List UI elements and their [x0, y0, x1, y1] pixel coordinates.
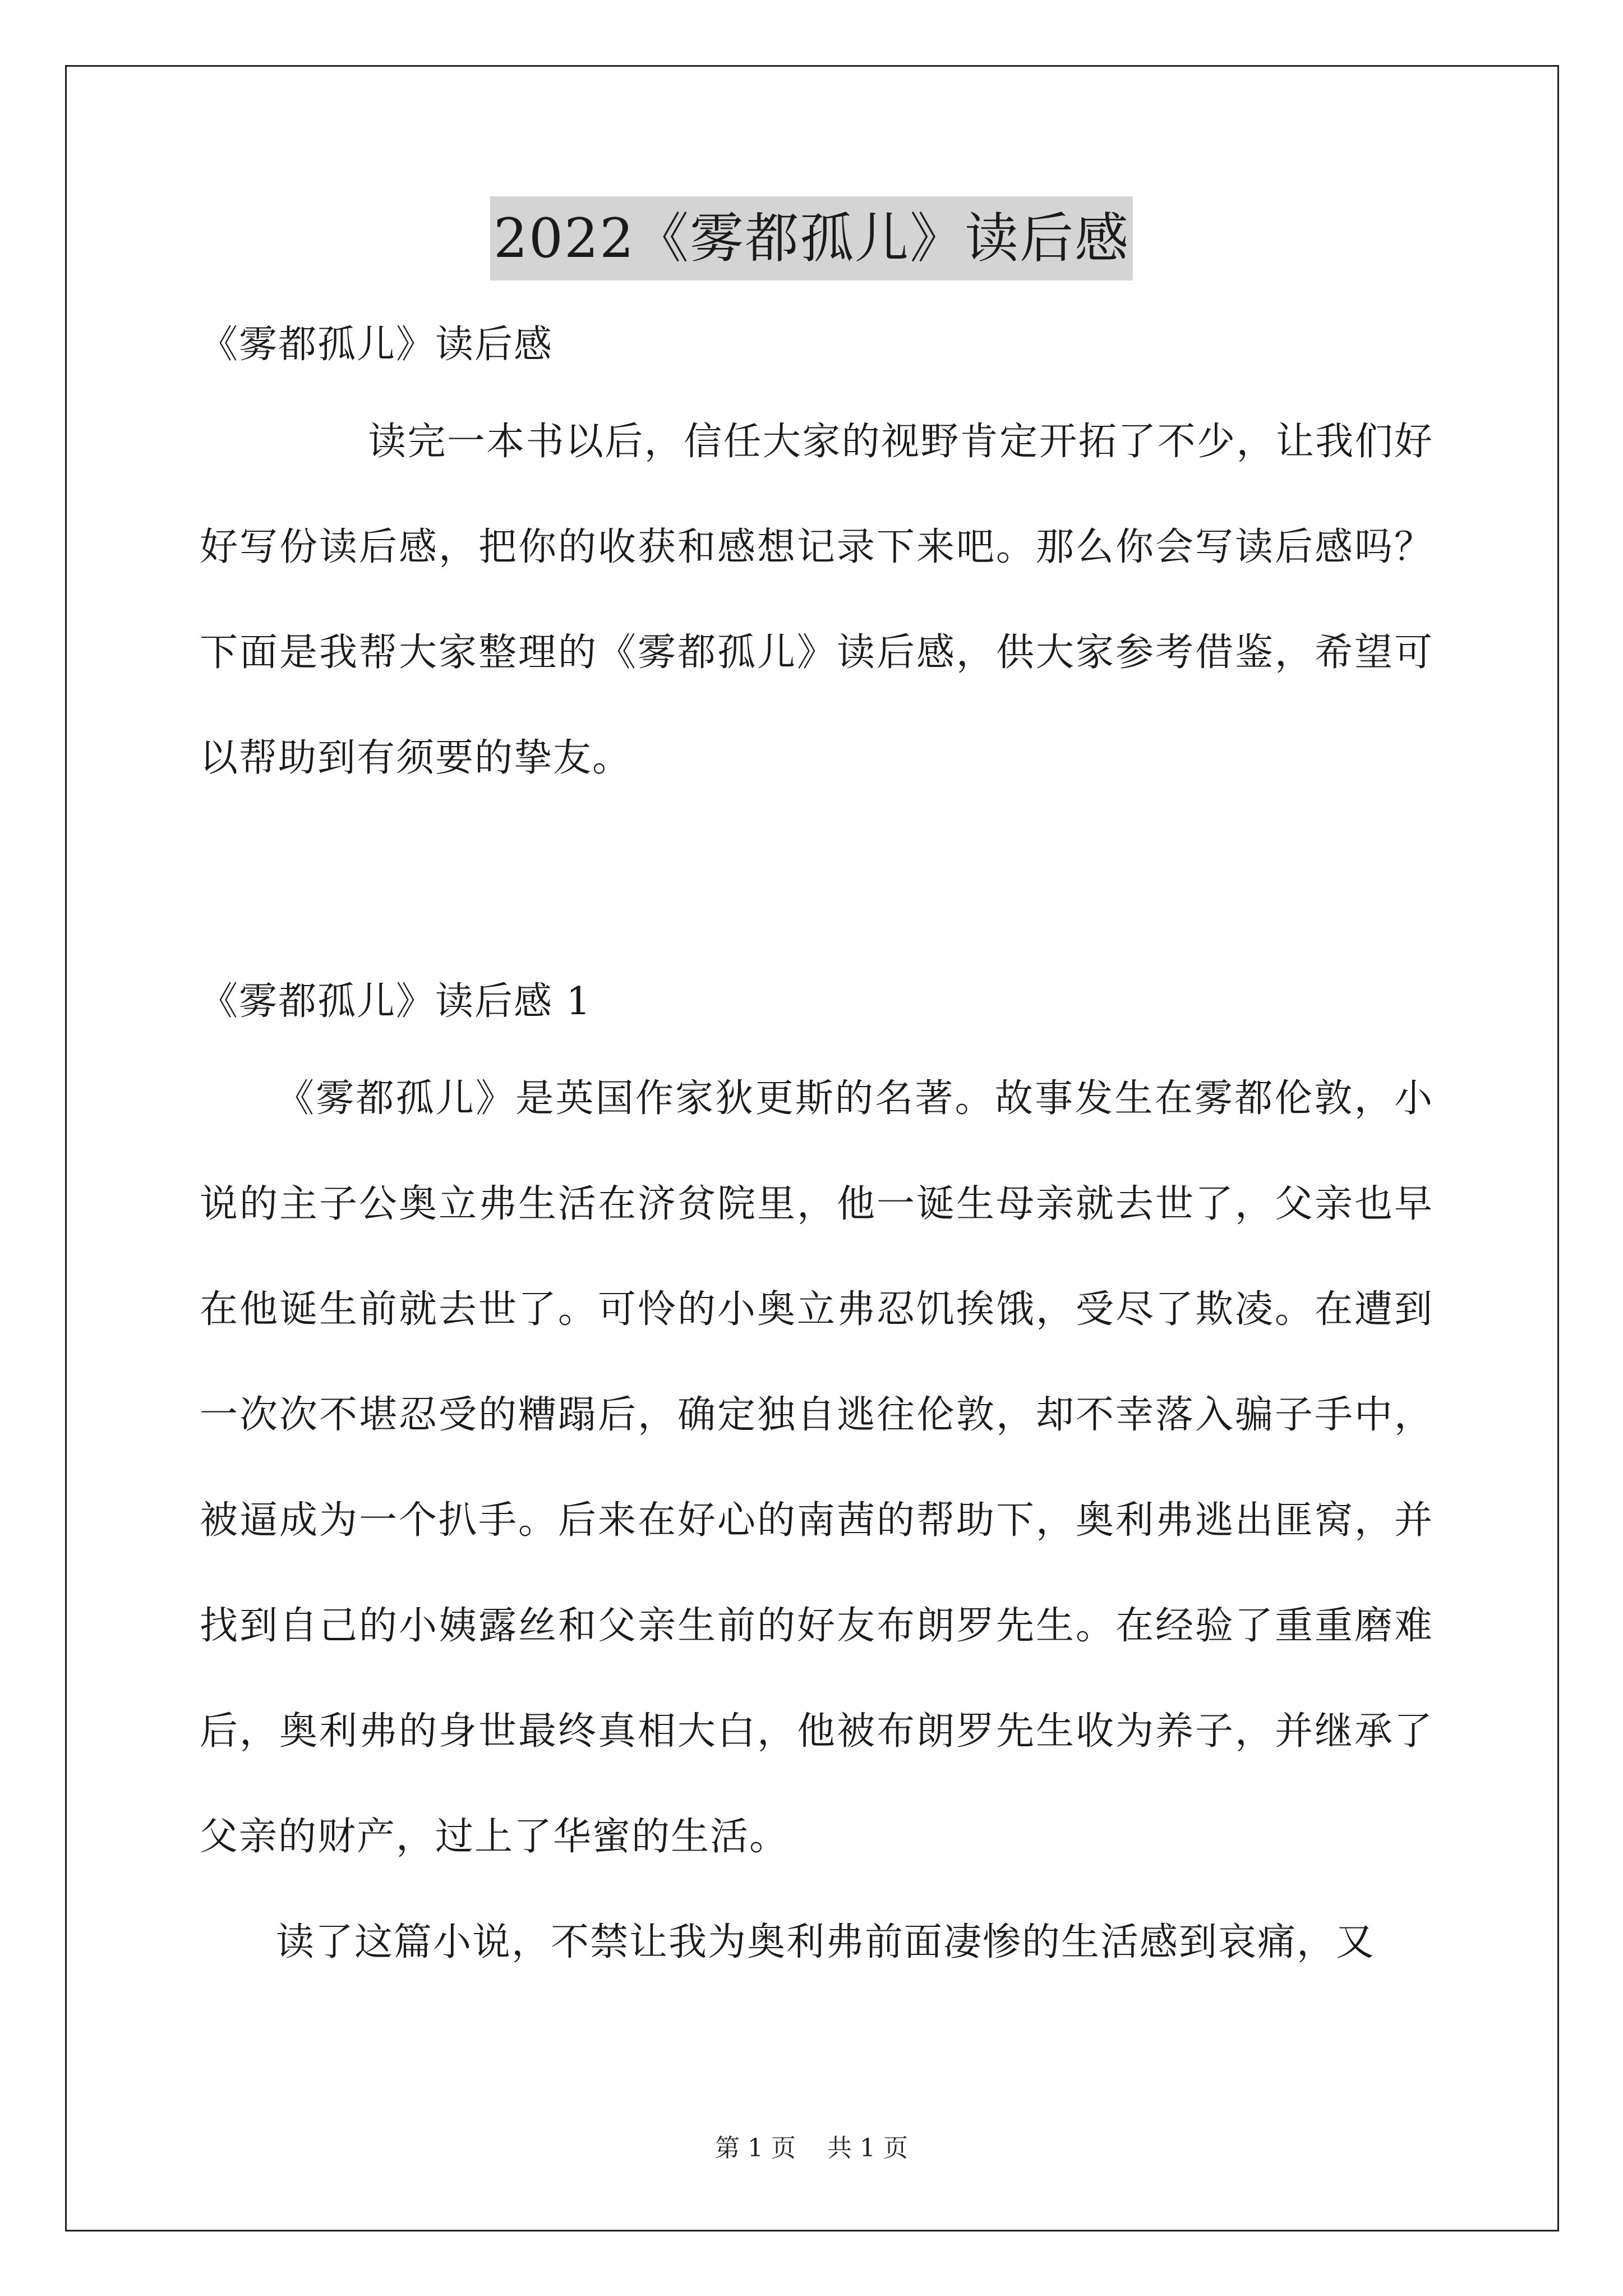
- page-total: 共 1 页: [827, 2134, 908, 2162]
- document-title: [0, 196, 1623, 280]
- section-paragraph-1: 《雾都孤儿》是英国作家狄更斯的名著。故事发生在雾都伦敦，小说的主子公奥立弗生活在济贫院里，他一诞生母亲就去世了，父亲也早在他诞生前就去世了。可怜的小奥立弗忍饥挨饿，受尽了欺凌。在遭到一次次不堪忍受的糟蹋后，确定独自逃往伦敦，却不幸落入骗子手中，被逼成为一个扒手。后来在好心的南茜的帮助下，奥利弗逃出匪窝，并找到自己的小姨露丝和父亲生前的好友布朗罗先生。在经验了重重磨难后，奥利弗的身世最终真相大白，他被布朗罗先生收为养子，并继承了父亲的财产，过上了华蜜的生活。: [200, 1076, 1433, 1859]
- heading-spacer: [200, 1038, 1433, 1046]
- page-number: 第 1 页: [715, 2134, 796, 2162]
- page-footer: [0, 2132, 1623, 2165]
- intro-paragraph: 读完一本书以后，信任大家的视野肯定开拓了不少，让我们好好写份读后感，把你的收获和感想记录下来吧。那么你会写读后感吗？下面是我帮大家整理的《雾都孤儿》读后感，供大家参考借鉴，希望可以帮助到有须要的挚友。: [200, 420, 1433, 780]
- intro-heading: 《雾都孤儿》读后感: [200, 323, 554, 367]
- section-spacer: [200, 811, 1433, 965]
- section-heading: 《雾都孤儿》读后感 1: [200, 979, 592, 1024]
- section-paragraph-2: 读了这篇小说，不禁让我为奥利弗前面凄惨的生活感到哀痛，又: [276, 1920, 1376, 1964]
- document-body: [200, 309, 1433, 1995]
- document-title-text: 2022《雾都孤儿》读后感: [490, 196, 1133, 280]
